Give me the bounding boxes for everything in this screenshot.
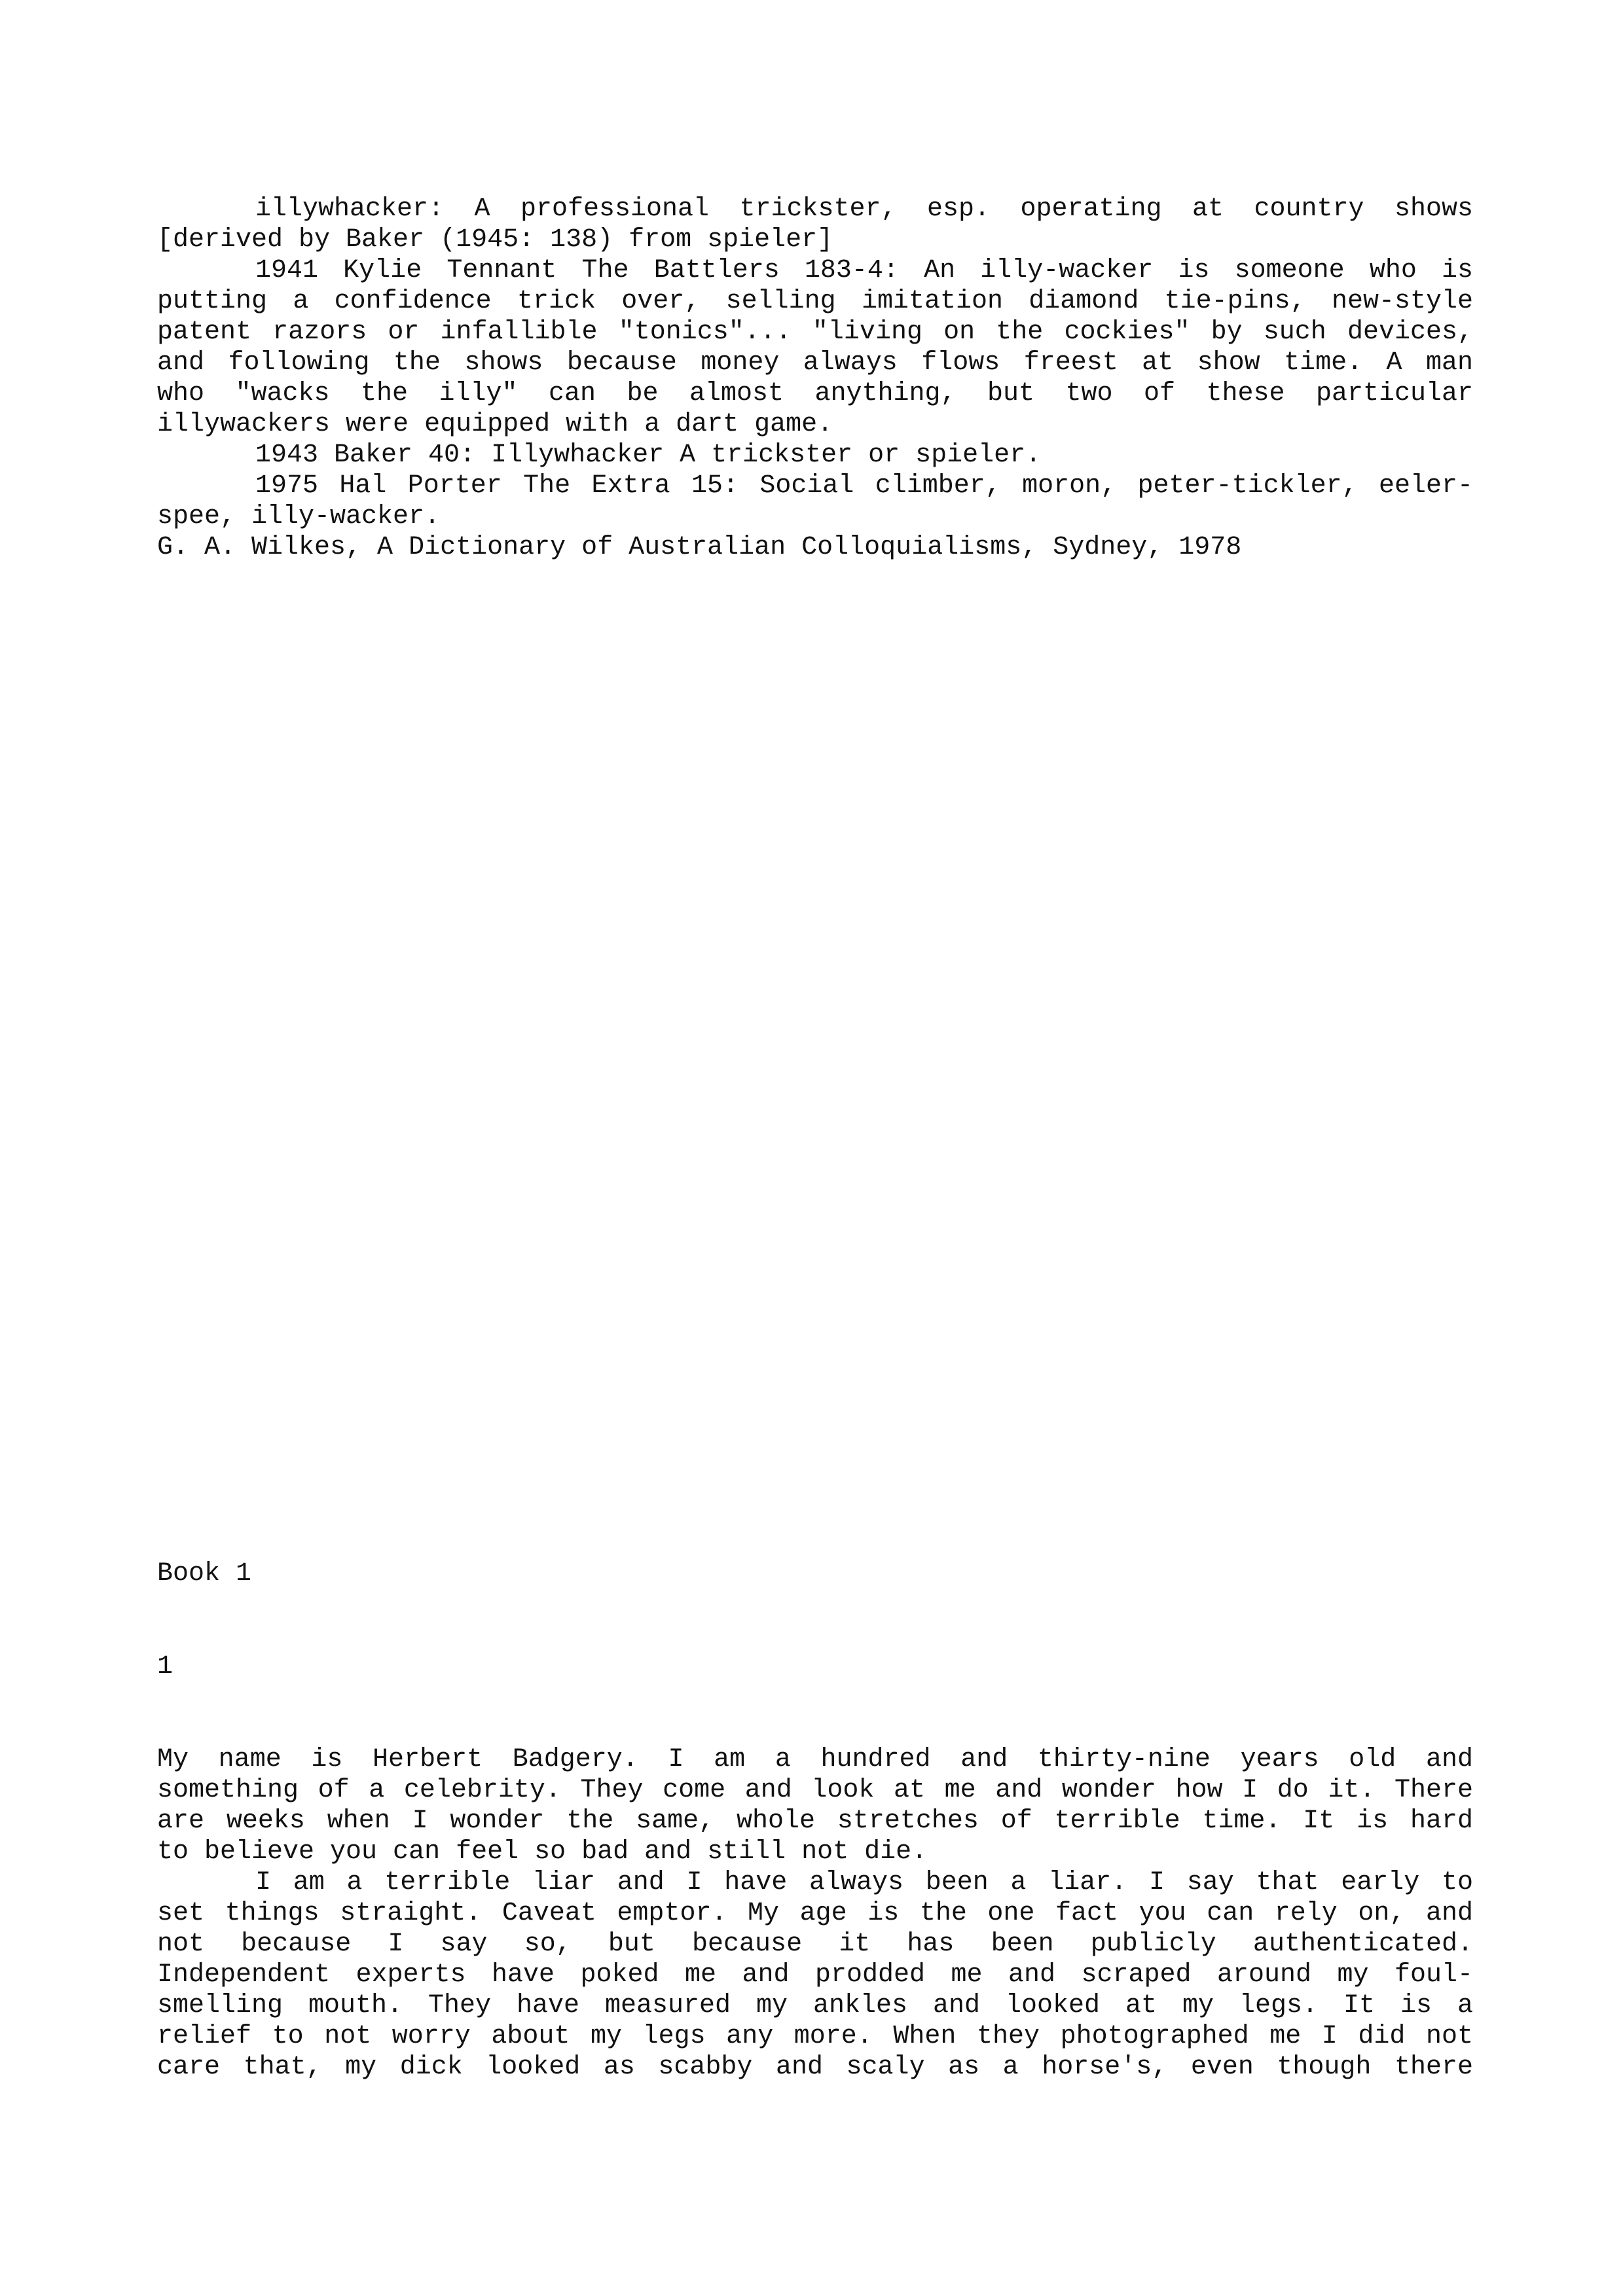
book-heading: Book 1 (157, 1559, 252, 1588)
epigraph-line: and following the shows because money always flows freest at show time. A man (157, 348, 1473, 378)
epigraph-line: 1943 Baker 40: Illywhacker A trickster or spieler. (255, 440, 1042, 470)
epigraph-line: G. A. Wilkes, A Dictionary of Australian Colloquialisms, Sydney, 1978 (157, 533, 1242, 562)
epigraph-line: who "wacks the illy" can be almost anything, but two of these particular (157, 379, 1473, 408)
chapter-text (157, 1744, 1473, 2083)
chapter-line: are weeks when I wonder the same, whole stretches of terrible time. It is hard (157, 1806, 1473, 1836)
epigraph-line: illywhacker: A professional trickster, esp. operating at country shows (255, 194, 1473, 224)
chapter-line: to believe you can feel so bad and still not die. (157, 1837, 928, 1867)
chapter-line: relief to not worry about my legs any more. When they photographed me I did not (157, 2022, 1473, 2051)
epigraph-line: putting a confidence trick over, selling imitation diamond tie-pins, new-style (157, 287, 1473, 316)
epigraph-line: [derived by Baker (1945: 138) from spieler] (157, 225, 833, 255)
epigraph-line: 1941 Kylie Tennant The Battlers 183-4: An illy-wacker is someone who is (255, 256, 1473, 285)
chapter-line: My name is Herbert Badgery. I am a hundred and thirty-nine years old and (157, 1745, 1473, 1774)
chapter-number: 1 (157, 1652, 173, 1681)
epigraph-line: 1975 Hal Porter The Extra 15: Social climber, moron, peter-tickler, eeler- (255, 471, 1473, 501)
chapter-line: Independent experts have poked me and prodded me and scraped around my foul- (157, 1960, 1473, 1990)
chapter-line: something of a celebrity. They come and look at me and wonder how I do it. There (157, 1776, 1473, 1805)
chapter-line: I am a terrible liar and I have always been a liar. I say that early to (255, 1868, 1473, 1897)
chapter-line: set things straight. Caveat emptor. My age is the one fact you can rely on, and (157, 1899, 1473, 1928)
chapter-line: not because I say so, but because it has been publicly authenticated. (157, 1929, 1473, 1959)
chapter-line: smelling mouth. They have measured my ankles and looked at my legs. It is a (157, 1991, 1473, 2020)
epigraph-line: illywackers were equipped with a dart game. (157, 410, 833, 439)
chapter-line: care that, my dick looked as scabby and scaly as a horse's, even though there (157, 2053, 1473, 2082)
epigraph-line: patent razors or infallible "tonics"... "living on the cockies" by such devices, (157, 317, 1473, 347)
epigraph (157, 194, 1473, 563)
epigraph-line: spee, illy-wacker. (157, 502, 441, 531)
